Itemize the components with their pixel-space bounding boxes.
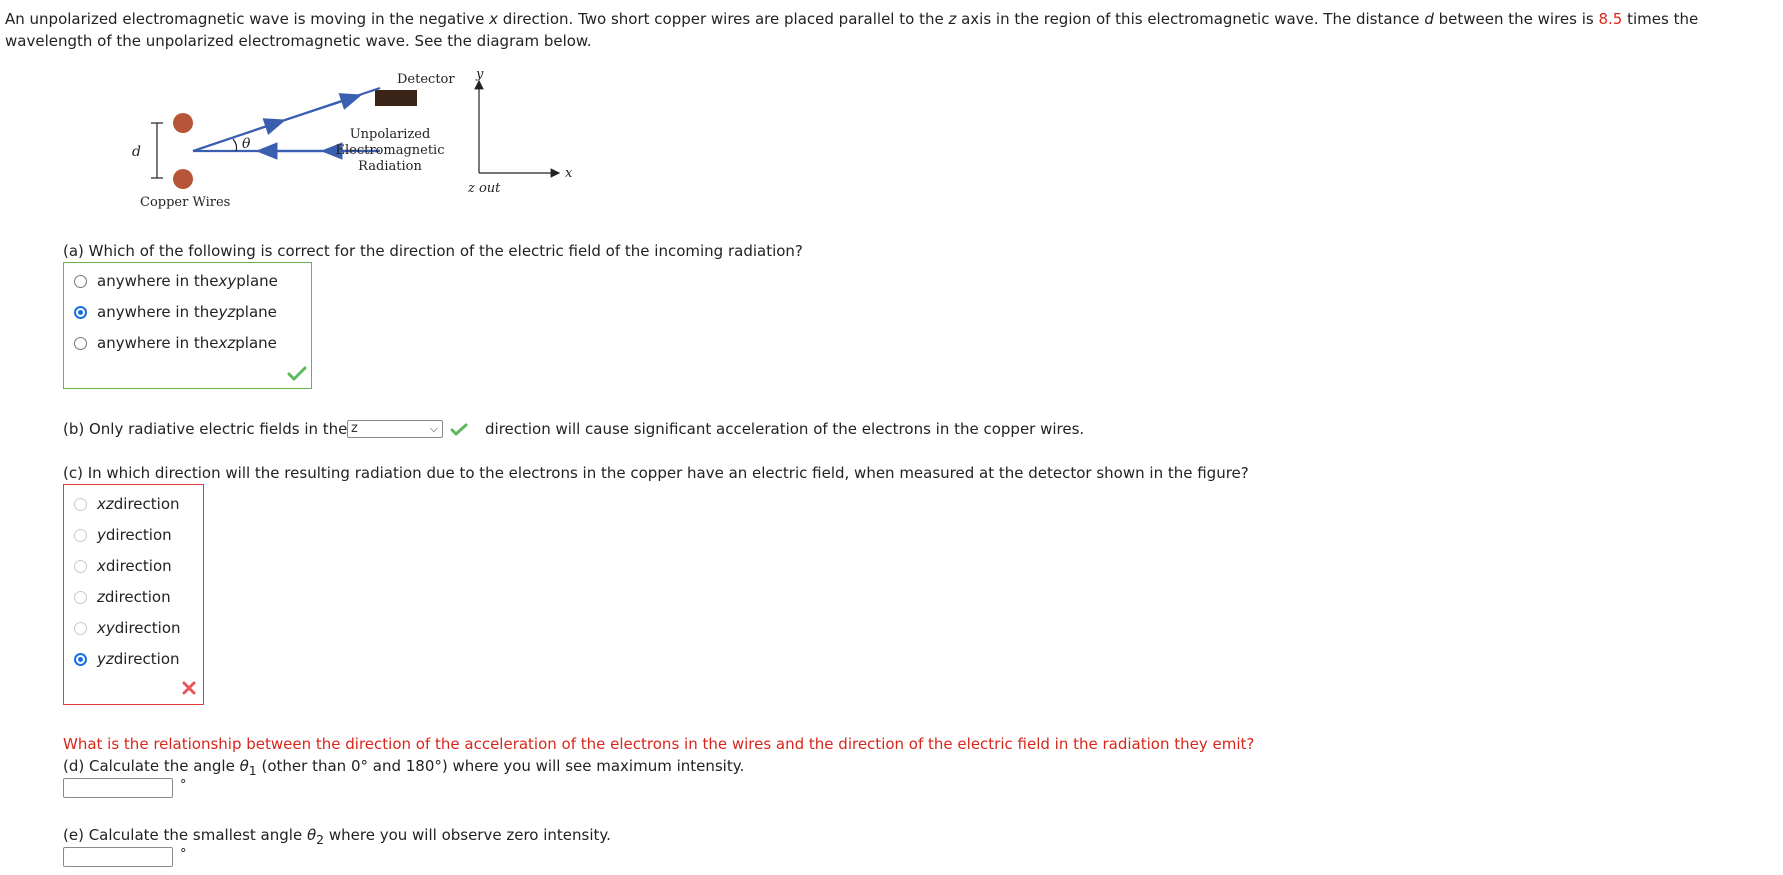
copper-wire-top (173, 113, 193, 133)
question-b-prefix: (b) Only radiative electric fields in the (63, 420, 348, 438)
intro-text: An unpolarized electromagnetic wave is moving in the negative (5, 10, 490, 28)
radiation-label-line1: Unpolarized (349, 127, 431, 142)
distance-label: d (132, 144, 141, 160)
question-c: (c) In which direction will the resulting radiation due to the electrons in the copper have an electric field, when measured at the detector shown in the figure? (63, 464, 1249, 482)
answer-box-a (63, 262, 312, 389)
theta-label: θ (242, 136, 251, 152)
intro-var-x: x (489, 10, 499, 28)
incorrect-x-icon (181, 680, 197, 696)
copper-wire-bottom (173, 169, 193, 189)
radio-button[interactable] (74, 622, 87, 635)
intro-text: times the wavelength of the unpolarized electromagnetic wave. See the diagram below. (5, 10, 1699, 50)
radiation-label-line3: Radiation (358, 159, 422, 174)
intro-var-d: d (1424, 10, 1434, 28)
radio-button[interactable] (74, 529, 87, 542)
degree-unit: ° (180, 778, 187, 793)
option-a-xz-plane[interactable]: anywhere in the xz plane (74, 333, 277, 353)
radio-button[interactable] (74, 337, 87, 350)
detector-label: Detector (397, 72, 455, 87)
intro-text: axis in the region of this electromagnetic wave. The distance (956, 10, 1425, 28)
intro-text: between the wires is (1433, 10, 1599, 28)
degree-unit: ° (180, 847, 187, 862)
option-a-yz-plane[interactable]: anywhere in the yz plane (74, 302, 277, 322)
intro-text: direction. Two short copper wires are placed parallel to the (498, 10, 949, 28)
question-a: (a) Which of the following is correct for the direction of the electric field of the incoming radiation? (63, 242, 803, 260)
radio-button[interactable] (74, 591, 87, 604)
answer-box-c (63, 484, 204, 705)
y-axis-label: y (476, 67, 484, 82)
angle-theta2-input[interactable] (63, 847, 173, 867)
radio-button-selected[interactable] (74, 306, 87, 319)
problem-statement (5, 8, 1775, 52)
option-c-x[interactable]: x direction (74, 556, 172, 576)
intro-var-z: z (948, 10, 957, 28)
question-e: (e) Calculate the smallest angle $\theta_2$ where you will observe zero intensity. (63, 826, 611, 847)
option-c-xy[interactable]: xy direction (74, 618, 181, 638)
detector-icon (375, 90, 417, 106)
distance-multiplier-value: 8.5 (1598, 10, 1623, 28)
z-axis-label: z out (468, 181, 501, 196)
radio-button-selected[interactable] (74, 653, 87, 666)
option-c-xz[interactable]: xz direction (74, 494, 180, 514)
radio-button[interactable] (74, 275, 87, 288)
x-axis-label: x (565, 166, 573, 181)
copper-wires-label: Copper Wires (140, 195, 231, 210)
direction-select[interactable] (347, 420, 443, 438)
question-b-suffix: direction will cause significant acceleration of the electrons in the copper wires. (485, 420, 1085, 438)
correct-check-icon (450, 423, 468, 437)
option-c-z[interactable]: z direction (74, 587, 171, 607)
option-c-y[interactable]: y direction (74, 525, 172, 545)
correct-check-icon (287, 366, 307, 382)
chevron-down-icon: ⌵ (429, 422, 438, 435)
physics-diagram (100, 66, 660, 236)
direction-select-value: z (351, 421, 358, 436)
hint-text: What is the relationship between the direction of the acceleration of the electrons in the wires and the direction of the electric field in the radiation they emit? (63, 735, 1255, 753)
option-c-yz[interactable]: yz direction (74, 649, 180, 669)
angle-theta1-input[interactable] (63, 778, 173, 798)
question-d: (d) Calculate the angle $\theta_1$ (other than 0° and 180°) where you will see maximum intensity. (63, 757, 745, 778)
option-a-xy-plane[interactable]: anywhere in the xy plane (74, 271, 278, 291)
radio-button[interactable] (74, 560, 87, 573)
radio-button[interactable] (74, 498, 87, 511)
radiation-label-line2: Electromagnetic (335, 143, 445, 158)
